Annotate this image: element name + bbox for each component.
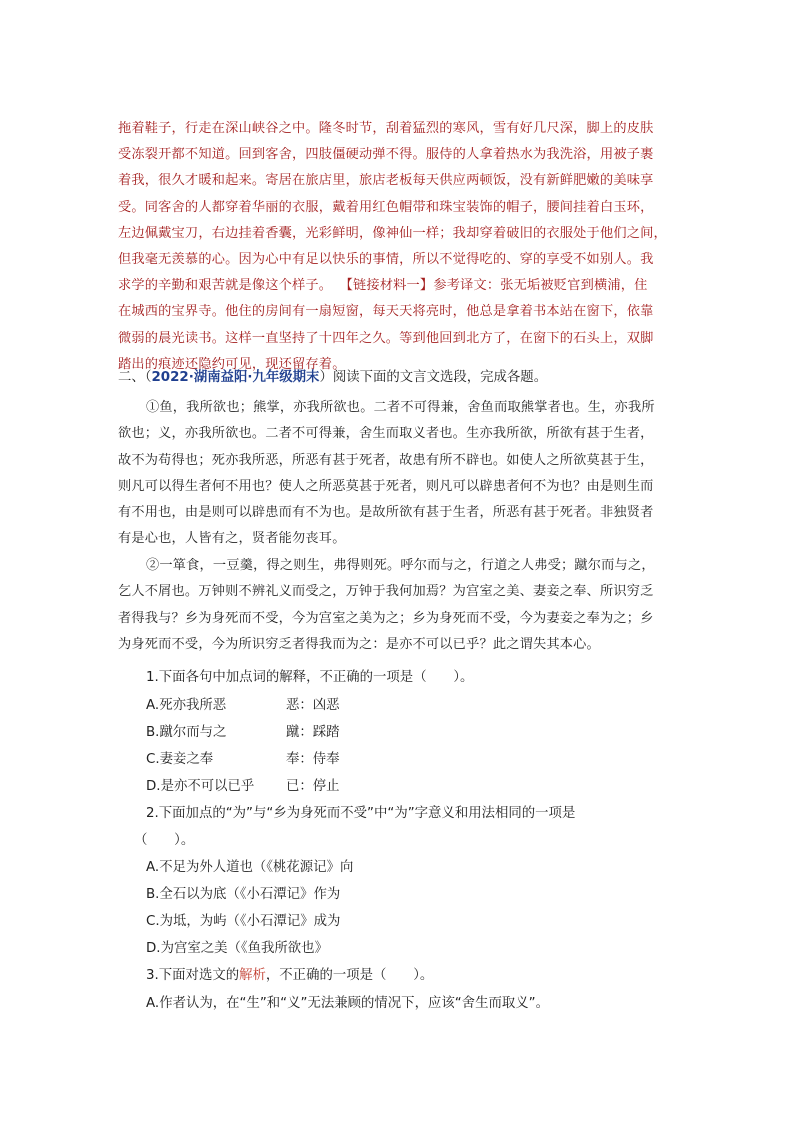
- question-1-option-c[interactable]: [146, 750, 340, 770]
- question-3-stem-before: 3.下面对选文的: [146, 968, 240, 983]
- translation-line: 微弱的晨光读书。这样一直坚持了十四年之久。等到他回到北方了，在窗下的石头上，双脚: [118, 330, 654, 346]
- section-number: 二、: [118, 370, 145, 385]
- source-tag: 2022·湖南益阳·九年级期末: [151, 370, 320, 385]
- question-3-option-a[interactable]: [146, 994, 549, 1014]
- translation-line: 着我，很久才暖和起来。寄居在旅店里，旅店老板每天供应两顿饭，没有新鲜肥嫩的美味享: [118, 173, 654, 189]
- option-text: 蹴尔而与之: [159, 725, 227, 740]
- question-1-option-a[interactable]: [146, 696, 340, 716]
- option-gloss: 已：停止: [286, 779, 340, 794]
- passage-line: 有是心也，人皆有之，贤者能勿丧耳。: [118, 531, 346, 547]
- option-label: C.: [146, 914, 160, 929]
- option-text: 不足为外人道也（《桃花源记》向: [159, 860, 354, 875]
- passage-1: [118, 395, 678, 553]
- option-label: B.: [146, 887, 160, 902]
- passage-line: 者得我与？乡为身死而不受，今为宫室之美为之；乡为身死而不受，今为妻妾之奉为之；乡: [118, 610, 654, 626]
- link-material-label: 【链接材料一】参考译文：张无垢被贬官到横浦，住: [346, 278, 648, 294]
- option-label: D.: [146, 779, 161, 794]
- question-2-option-d[interactable]: [146, 939, 328, 959]
- passage-line: ②一箪食，一豆羹，得之则生，弗得则死。呼尔而与之，行道之人弗受；蹴尔而与之，: [146, 558, 655, 573]
- question-2-stem-cont: （ ）。: [134, 833, 195, 848]
- option-label: A.: [146, 996, 160, 1011]
- question-1-option-d[interactable]: [146, 777, 340, 797]
- question-2-stem: 2.下面加点的“为”与“乡为身死而不受”中“为”字意义和用法相同的一项是: [146, 806, 576, 821]
- option-label: C.: [146, 752, 160, 767]
- option-label: B.: [146, 725, 160, 740]
- passage-2: [118, 553, 678, 658]
- translation-line-text: 求学的辛勤和艰苦就是像这个样子。: [118, 278, 333, 294]
- translation-line: 拖着鞋子，行走在深山峡谷之中。隆冬时节，刮着猛烈的寒风，雪有好几尺深，脚上的皮肤: [118, 121, 654, 136]
- previous-translation: [118, 116, 678, 378]
- passage-line: 欲也；义，亦我所欲也。二者不可得兼，舍生而取义者也。生亦我所欲，所欲有甚于生者，: [118, 426, 654, 442]
- section-instruction: 阅读下面的文言文选段，完成各题。: [332, 370, 548, 385]
- option-text: 妻妾之奉: [159, 752, 214, 767]
- question-1-stem: 1.下面各句中加点词的解释，不正确的一项是（ ）。: [146, 670, 474, 685]
- question-1-option-b[interactable]: [146, 723, 340, 743]
- translation-line: 但我毫无羡慕的心。因为心中有足以快乐的事情，所以不觉得吃的、穿的享受不如别人。我: [118, 252, 654, 268]
- option-text: 为宫室之美（《鱼我所欲也》: [160, 941, 328, 956]
- option-gloss: 奉：侍奉: [286, 752, 340, 767]
- translation-line: [118, 273, 678, 299]
- question-3-stem-after: ，不正确的一项是（ ）。: [265, 968, 434, 983]
- option-text: 作者认为，在“生”和“义”无法兼顾的情况下，应该“舍生而取义”。: [159, 996, 549, 1011]
- translation-line: 受冻裂开都不知道。回到客舍，四肢僵硬动弹不得。服侍的人拿着热水为我洗浴，用被子裹: [118, 147, 654, 163]
- source-open: （: [144, 370, 152, 385]
- passage-line: 乞人不屑也。万钟则不辨礼义而受之，万钟于我何加焉？为宫室之美、妻妾之奉、所识穷乏: [118, 584, 654, 600]
- option-text: 为坻，为屿（《小石潭记》成为: [159, 914, 341, 929]
- translation-line: 在城西的宝界寺。他住的房间有一扇短窗，每天天将亮时，他总是拿着书本站在窗下，依靠: [118, 304, 654, 320]
- passage-line: 故不为苟得也；死亦我所恶，所恶有甚于死者，故患有所不辟也。如使人之所欲莫甚于生，: [118, 452, 654, 468]
- option-label: A.: [146, 698, 160, 713]
- question-2-option-c[interactable]: [146, 912, 340, 932]
- option-text: 全石以为底（《小石潭记》作为: [159, 887, 341, 902]
- source-close: ）: [319, 370, 333, 385]
- option-label: A.: [146, 860, 160, 875]
- section-heading: [118, 368, 678, 388]
- translation-line: 踏出的痕迹还隐约可见，现还留存着。: [118, 356, 346, 372]
- option-text: 是亦不可以已乎: [160, 779, 255, 794]
- option-text: 死亦我所恶: [159, 698, 227, 713]
- passage-line: 有不用也，由是则可以辟患而有不为也。是故所欲有甚于生者，所恶有甚于死者。非独贤者: [118, 505, 654, 521]
- question-3-stem: [146, 966, 433, 986]
- passage-line: ①鱼，我所欲也；熊掌，亦我所欲也。二者不可得兼，舍鱼而取熊掌者也。生，亦我所: [146, 400, 655, 415]
- question-3-stem-highlight: 解析: [239, 968, 266, 983]
- option-gloss: 恶：凶恶: [286, 698, 340, 713]
- option-label: D.: [146, 941, 161, 956]
- question-2-option-b[interactable]: [146, 885, 340, 905]
- option-gloss: 蹴：踩踏: [286, 725, 340, 740]
- passage-line: 为身死而不受，今为所识穷乏者得我而为之：是亦不可以已乎？此之谓失其本心。: [118, 636, 600, 652]
- question-2-option-a[interactable]: [146, 858, 353, 878]
- translation-line: 受。同客舍的人都穿着华丽的衣服，戴着用红色帽带和珠宝装饰的帽子，腰间挂着白玉环，: [118, 199, 654, 215]
- passage-line: 则凡可以得生者何不用也？使人之所恶莫甚于死者，则凡可以辟患者何不为也？由是则生而: [118, 478, 654, 494]
- translation-line: 左边佩戴宝刀，右边挂着香囊，光彩鲜明，像神仙一样；我却穿着破旧的衣服处于他们之间，: [118, 225, 667, 241]
